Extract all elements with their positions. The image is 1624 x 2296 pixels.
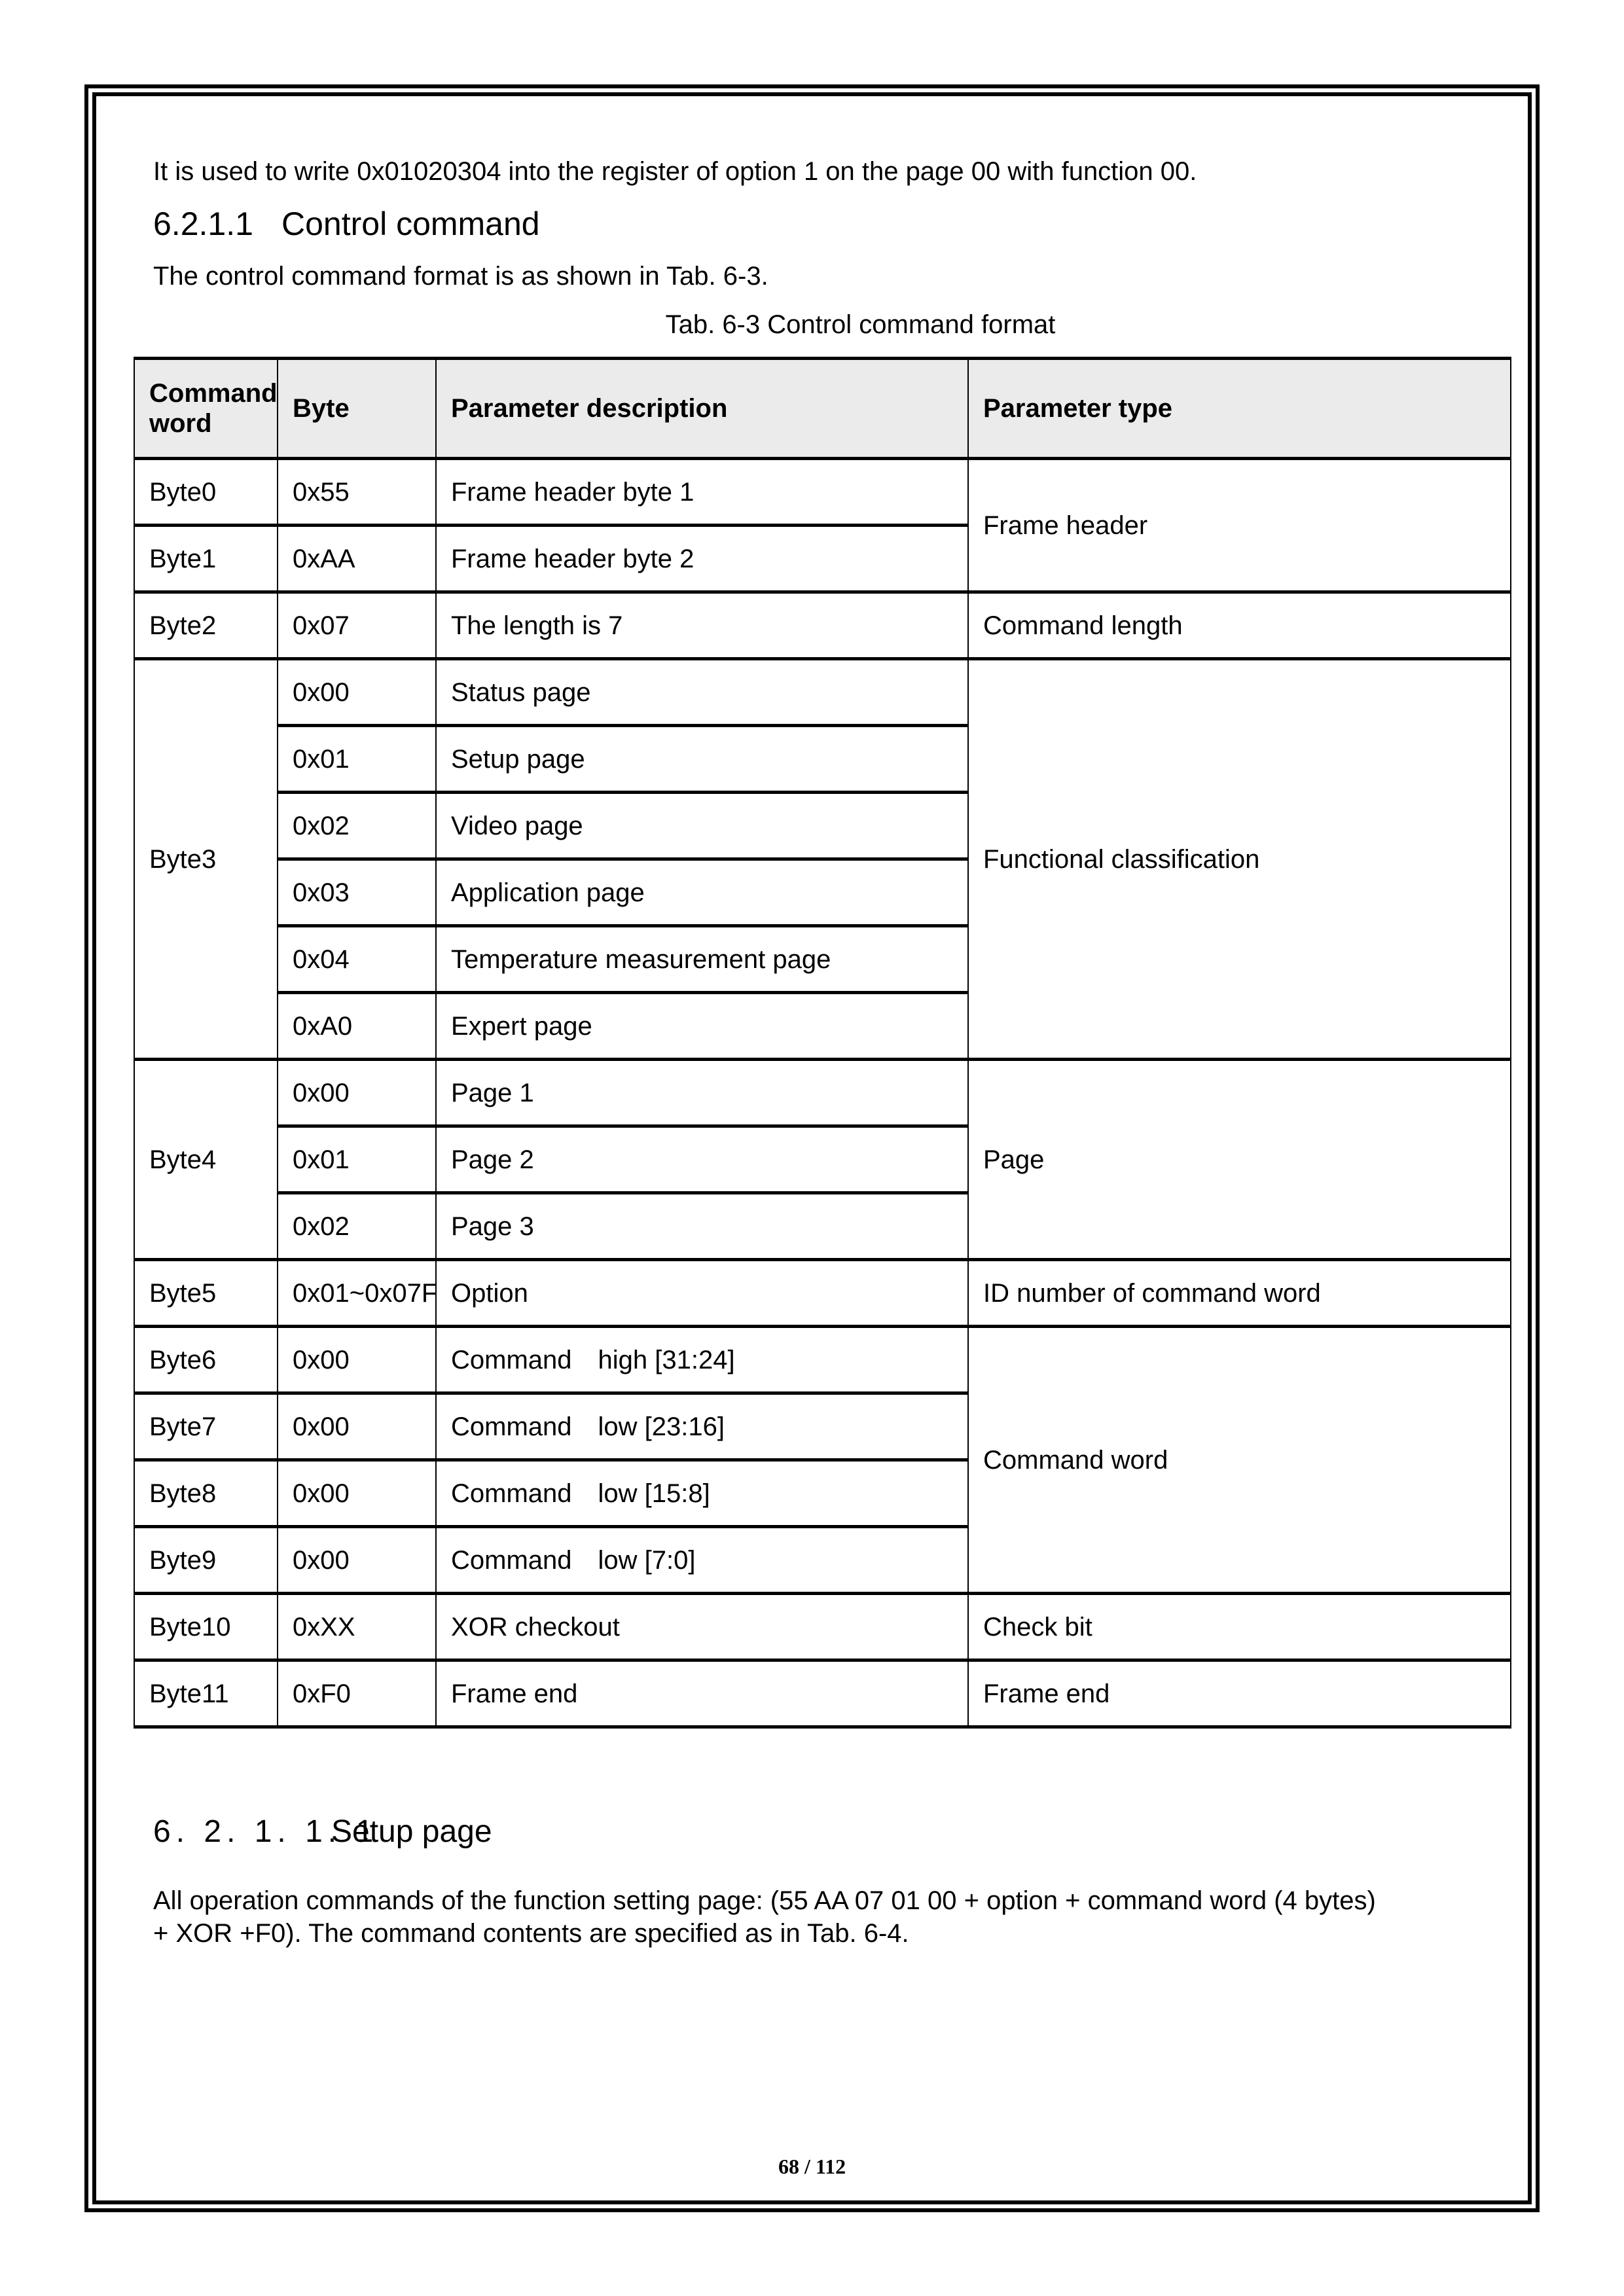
table-header-row <box>134 359 1511 459</box>
section-title: Control command <box>281 206 540 242</box>
cell-byte: 0x01~0x07F <box>278 1260 436 1327</box>
cell-description: Temperature measurement page <box>436 926 968 993</box>
cell-byte: 0x02 <box>278 793 436 859</box>
cell-type: Check bit <box>968 1594 1511 1660</box>
cell-description: Command low [23:16] <box>436 1393 968 1460</box>
cell-byte: 0x00 <box>278 1460 436 1527</box>
cell-byte: 0x04 <box>278 926 436 993</box>
cell-description: Option <box>436 1260 968 1327</box>
cell-command-word: Byte8 <box>134 1460 278 1527</box>
cell-command-word: Byte10 <box>134 1594 278 1660</box>
subsection-heading <box>153 1813 492 1851</box>
cell-byte: 0x00 <box>278 1327 436 1393</box>
cell-byte: 0x01 <box>278 726 436 793</box>
cell-type: Frame header <box>968 459 1511 592</box>
table-caption <box>0 309 1624 340</box>
cell-byte: 0x00 <box>278 1527 436 1594</box>
cell-type: Functional classification <box>968 659 1511 1060</box>
cell-byte: 0xF0 <box>278 1660 436 1727</box>
cell-byte: 0xXX <box>278 1594 436 1660</box>
cell-command-word: Byte2 <box>134 592 278 659</box>
cell-command-word: Byte1 <box>134 526 278 592</box>
cell-description: Page 1 <box>436 1060 968 1126</box>
cell-description: Frame header byte 2 <box>436 526 968 592</box>
cell-byte: 0x03 <box>278 859 436 926</box>
header-parameter-type: Parameter type <box>968 359 1511 459</box>
section-number: 6.2.1.1 <box>153 206 253 242</box>
cell-type: Page <box>968 1060 1511 1260</box>
control-command-table <box>134 357 1511 1729</box>
cell-command-word: Byte6 <box>134 1327 278 1393</box>
cell-description: Command low [15:8] <box>436 1460 968 1527</box>
cell-command-word: Byte3 <box>134 659 278 1060</box>
cell-byte: 0x55 <box>278 459 436 526</box>
intro-paragraph: It is used to write 0x01020304 into the register of option 1 on the page 00 with function 00. <box>153 157 1197 186</box>
section-description: The control command format is as shown in Tab. 6-3. <box>153 262 768 291</box>
subsection-text-line-1: All operation commands of the function setting page: (55 AA 07 01 00 + option + command word (4 bytes) <box>153 1886 1376 1915</box>
header-parameter-description: Parameter description <box>436 359 968 459</box>
cell-command-word: Byte9 <box>134 1527 278 1594</box>
page-number: 68 / 112 <box>778 2155 846 2178</box>
section-heading <box>153 204 540 243</box>
cell-byte: 0xAA <box>278 526 436 592</box>
table-row <box>134 1594 1511 1660</box>
cell-command-word: Byte7 <box>134 1393 278 1460</box>
cell-type: Frame end <box>968 1660 1511 1727</box>
table-row <box>134 1660 1511 1727</box>
cell-description: Video page <box>436 793 968 859</box>
cell-description: Command high [31:24] <box>436 1327 968 1393</box>
cell-description: The length is 7 <box>436 592 968 659</box>
table-row <box>134 1060 1511 1126</box>
cell-type: ID number of command word <box>968 1260 1511 1327</box>
cell-description: Frame header byte 1 <box>436 459 968 526</box>
cell-byte: 0x00 <box>278 1393 436 1460</box>
cell-command-word: Byte5 <box>134 1260 278 1327</box>
cell-description: Page 3 <box>436 1193 968 1260</box>
cell-description: Expert page <box>436 993 968 1060</box>
cell-command-word: Byte11 <box>134 1660 278 1727</box>
cell-byte: 0x00 <box>278 1060 436 1126</box>
header-command-word: Command word <box>134 359 278 459</box>
subsection-number: 6. 2. 1. 1. 1 <box>153 1814 379 1849</box>
table-caption-text: Tab. 6-3 Control command format <box>665 310 1056 339</box>
subsection-title: Setup page <box>331 1814 492 1849</box>
cell-byte: 0x00 <box>278 659 436 726</box>
cell-type: Command length <box>968 592 1511 659</box>
cell-command-word: Byte4 <box>134 1060 278 1260</box>
table-row <box>134 1260 1511 1327</box>
subsection-text-line-2: + XOR +F0). The command contents are specified as in Tab. 6-4. <box>153 1919 909 1948</box>
cell-description: XOR checkout <box>436 1594 968 1660</box>
cell-byte: 0x02 <box>278 1193 436 1260</box>
table-row <box>134 459 1511 526</box>
cell-description: Command low [7:0] <box>436 1527 968 1594</box>
cell-description: Application page <box>436 859 968 926</box>
cell-description: Status page <box>436 659 968 726</box>
table-row <box>134 1327 1511 1393</box>
table-row <box>134 592 1511 659</box>
cell-byte: 0x07 <box>278 592 436 659</box>
cell-type: Command word <box>968 1327 1511 1594</box>
header-byte: Byte <box>278 359 436 459</box>
cell-description: Setup page <box>436 726 968 793</box>
cell-description: Page 2 <box>436 1126 968 1193</box>
cell-description: Frame end <box>436 1660 968 1727</box>
cell-command-word: Byte0 <box>134 459 278 526</box>
cell-byte: 0x01 <box>278 1126 436 1193</box>
table-row <box>134 659 1511 726</box>
cell-byte: 0xA0 <box>278 993 436 1060</box>
